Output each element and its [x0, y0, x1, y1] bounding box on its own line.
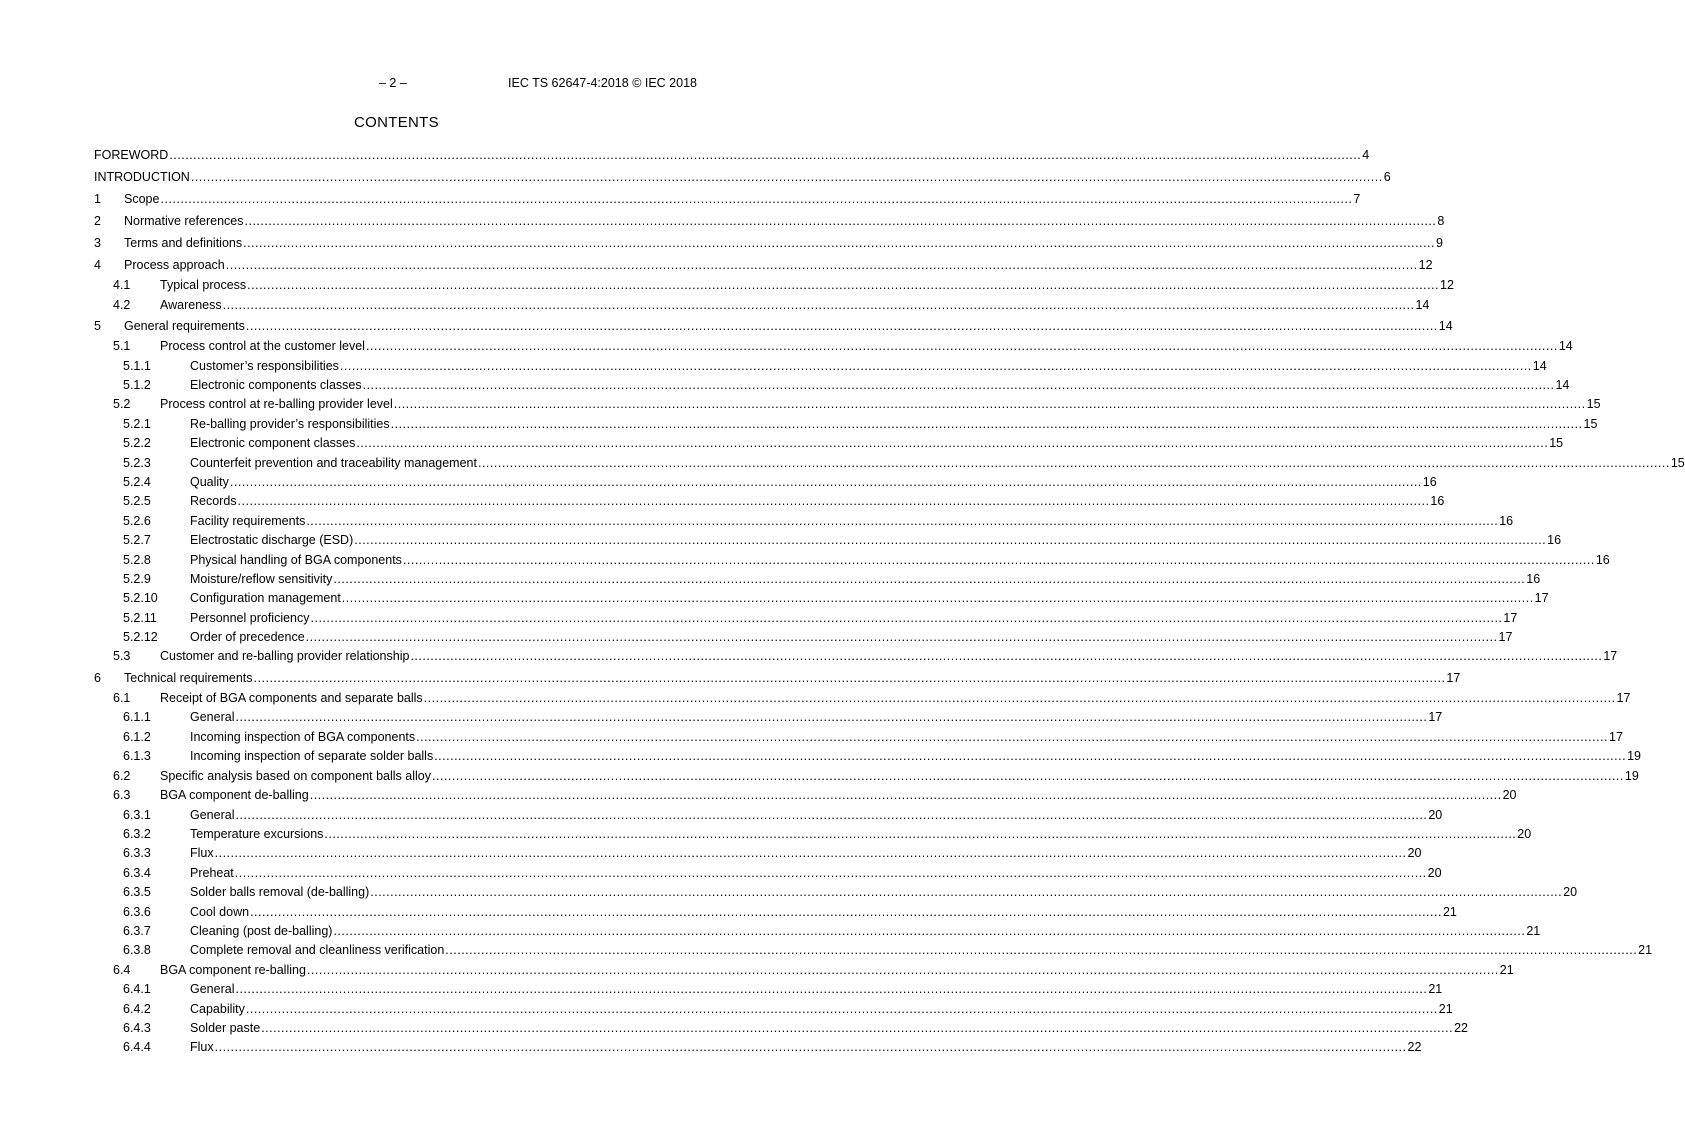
toc-entry-title: Re-balling provider’s responsibilities [190, 416, 390, 431]
dot-leader: ............................................................................................................................................................................................................................................................................................................ [160, 192, 1353, 206]
dot-leader: ............................................................................................................................................................................................................................................................................................................ [410, 649, 1603, 664]
dot-leader: ............................................................................................................................................................................................................................................................................................................ [310, 610, 1503, 625]
toc-entry-page: 17 [1498, 630, 1513, 645]
dot-leader: ............................................................................................................................................................................................................................................................................................................ [235, 807, 1428, 822]
toc-entry-page: 15 [1586, 397, 1601, 412]
toc-entry[interactable] [94, 689, 1631, 709]
toc-entry-number: 5 [94, 319, 101, 333]
toc-entry-page: 20 [1428, 807, 1443, 822]
dot-leader: ............................................................................................................................................................................................................................................................................................................ [222, 297, 1415, 312]
toc-entry-title: Incoming inspection of separate solder balls [190, 749, 434, 764]
toc-entry-number: 6.3.1 [123, 807, 151, 822]
dot-leader: ............................................................................................................................................................................................................................................................................................................ [225, 258, 1418, 272]
toc-entry-page: 21 [1438, 1001, 1453, 1016]
toc-entry-page: 17 [1534, 591, 1549, 606]
toc-entry[interactable] [94, 708, 1443, 727]
toc-entry-page: 14 [1532, 358, 1547, 373]
toc-entry-title: Flux [190, 1040, 214, 1055]
toc-entry[interactable] [94, 825, 1532, 844]
toc-entry-title: Personnel proficiency [190, 610, 310, 625]
toc-entry-page: 20 [1563, 885, 1578, 900]
toc-entry[interactable] [94, 551, 1610, 570]
toc-entry-title: Complete removal and cleanliness verification [190, 943, 445, 958]
toc-entry-title: Cool down [190, 904, 250, 919]
toc-entry-number: 5.2.1 [123, 416, 151, 431]
toc-entry-number: 6.4.4 [123, 1040, 151, 1055]
toc-entry-page: 15 [1549, 436, 1564, 451]
dot-leader: ............................................................................................................................................................................................................................................................................................................ [247, 278, 1440, 292]
toc-entry-number: 6.1.2 [123, 729, 151, 744]
toc-entry-page: 12 [1418, 258, 1433, 272]
toc-entry-number: 4 [94, 258, 101, 272]
toc-entry-number: 6.1 [113, 690, 131, 705]
toc-entry-page: 6 [1383, 170, 1391, 184]
toc-entry-page: 4 [1362, 148, 1370, 162]
toc-entry-page: 17 [1616, 690, 1631, 705]
toc-entry-page: 16 [1430, 494, 1445, 509]
toc-entry-number: 6.1.3 [123, 749, 151, 764]
toc-entry-number: 4.1 [113, 278, 131, 292]
dot-leader: ............................................................................................................................................................................................................................................................................................................ [365, 339, 1558, 353]
toc-entry-page: 22 [1407, 1040, 1422, 1055]
toc-entry-title: Receipt of BGA components and separate balls [160, 690, 423, 705]
dot-leader: ............................................................................................................................................................................................................................................................................................................ [339, 358, 1532, 373]
dot-leader: ............................................................................................................................................................................................................................................................................................................ [214, 1040, 1407, 1055]
toc-entry-page: 20 [1517, 827, 1532, 842]
toc-entry-number: 5.2.11 [123, 610, 157, 625]
dot-leader: ............................................................................................................................................................................................................................................................................................................ [390, 416, 1583, 431]
dot-leader: ............................................................................................................................................................................................................................................................................................................ [229, 474, 1422, 489]
toc-entry[interactable] [94, 786, 1517, 806]
toc-entry-number: 2 [94, 214, 101, 228]
toc-entry-title: Customer’s responsibilities [190, 358, 339, 373]
toc-entry-number: 6.3.3 [123, 846, 151, 861]
toc-entry-title: Awareness [160, 297, 222, 312]
toc-entry-title: Solder paste [190, 1021, 261, 1036]
toc-entry[interactable] [94, 980, 1443, 999]
toc-entry-title: Solder balls removal (de-balling) [190, 885, 370, 900]
toc-entry-number: 6.3.2 [123, 827, 151, 842]
toc-entry-page: 16 [1595, 552, 1610, 567]
toc-entry-title: Incoming inspection of BGA components [190, 729, 416, 744]
toc-entry[interactable] [94, 961, 1514, 981]
toc-entry-page: 14 [1438, 319, 1453, 333]
dot-leader: ............................................................................................................................................................................................................................................................................................................ [237, 494, 1430, 509]
page-header [0, 76, 793, 92]
toc-entry-title: Electronic components classes [190, 377, 362, 392]
dot-leader: ............................................................................................................................................................................................................................................................................................................ [245, 1001, 1438, 1016]
toc-entry[interactable] [94, 454, 1685, 473]
toc-entry-number: 5.2.2 [123, 436, 151, 451]
toc-entry-title: General [190, 710, 235, 725]
dot-leader: ............................................................................................................................................................................................................................................................................................................ [477, 455, 1670, 470]
toc-entry-number: 5.1 [113, 339, 131, 353]
toc-entry-number: 5.2.3 [123, 455, 151, 470]
dot-leader: ............................................................................................................................................................................................................................................................................................................ [235, 710, 1428, 725]
toc-entry-number: 5.2 [113, 397, 131, 412]
toc-entry[interactable] [94, 647, 1618, 667]
toc-entry-number: 5.3 [113, 649, 131, 664]
toc-entry[interactable] [94, 232, 1443, 254]
toc-entry-number: 5.2.10 [123, 591, 158, 606]
toc-entry-page: 21 [1499, 962, 1514, 977]
toc-entry[interactable] [94, 415, 1598, 434]
toc-entry-page: 15 [1583, 416, 1598, 431]
toc-entry[interactable] [94, 728, 1623, 747]
dot-leader: ............................................................................................................................................................................................................................................................................................................ [432, 768, 1624, 783]
toc-entry-title: Moisture/reflow sensitivity [190, 571, 333, 586]
toc-entry[interactable] [94, 144, 1370, 166]
toc-entry-title: Normative references [124, 214, 244, 228]
toc-entry[interactable] [94, 922, 1541, 941]
dot-leader: ............................................................................................................................................................................................................................................................................................................ [423, 690, 1616, 705]
dot-leader: ............................................................................................................................................................................................................................................................................................................ [354, 533, 1547, 548]
document-identifier: IEC TS 62647-4:2018 © IEC 2018 [508, 76, 697, 90]
dot-leader: ............................................................................................................................................................................................................................................................................................................ [306, 962, 1499, 977]
dot-leader: ............................................................................................................................................................................................................................................................................................................ [309, 788, 1502, 803]
toc-entry-number: 3 [94, 236, 101, 250]
toc-entry-title: General [190, 982, 235, 997]
dot-leader: ............................................................................................................................................................................................................................................................................................................ [324, 827, 1517, 842]
dot-leader: ............................................................................................................................................................................................................................................................................................................ [306, 513, 1499, 528]
dot-leader: ............................................................................................................................................................................................................................................................................................................ [305, 630, 1498, 645]
toc-entry[interactable] [94, 667, 1461, 689]
toc-entry-number: 6.2 [113, 768, 131, 783]
toc-entry-title: Technical requirements [124, 670, 253, 685]
toc-entry-title: Configuration management [190, 591, 341, 606]
dot-leader: ............................................................................................................................................................................................................................................................................................................ [235, 982, 1428, 997]
toc-entry[interactable] [94, 844, 1422, 863]
toc-entry-title: Customer and re-balling provider relationship [160, 649, 410, 664]
toc-entry-page: 21 [1428, 982, 1443, 997]
toc-entry-title: BGA component re-balling [160, 962, 306, 977]
toc-entry[interactable] [94, 1038, 1422, 1057]
toc-entry-title: Records [190, 494, 237, 509]
toc-entry-number: 5.2.9 [123, 571, 151, 586]
toc-entry[interactable] [94, 315, 1453, 337]
dot-leader: ............................................................................................................................................................................................................................................................................................................ [434, 749, 1627, 764]
toc-entry[interactable] [94, 531, 1562, 550]
dot-leader: ............................................................................................................................................................................................................................................................................................................ [402, 552, 1595, 567]
toc-entry[interactable] [94, 570, 1541, 589]
table-of-contents [94, 144, 1685, 1058]
toc-entry[interactable] [94, 609, 1518, 628]
toc-entry-title: Preheat [190, 865, 234, 880]
toc-entry-number: 5.2.8 [123, 552, 151, 567]
dot-leader: ............................................................................................................................................................................................................................................................................................................ [362, 377, 1555, 392]
dot-leader: ............................................................................................................................................................................................................................................................................................................ [261, 1021, 1454, 1036]
toc-entry-number: 6.3.8 [123, 943, 151, 958]
toc-entry-title: Process control at re-balling provider level [160, 397, 393, 412]
toc-entry-number: 6.4 [113, 962, 131, 977]
toc-entry[interactable] [94, 492, 1445, 511]
toc-entry-page: 7 [1353, 192, 1361, 206]
toc-entry[interactable] [94, 166, 1391, 188]
toc-entry-page: 9 [1436, 236, 1443, 250]
toc-entry-page: 16 [1499, 513, 1514, 528]
toc-entry-page: 14 [1415, 297, 1430, 312]
toc-entry-title: Capability [190, 1001, 245, 1016]
toc-entry[interactable] [94, 883, 1578, 902]
dot-leader: ............................................................................................................................................................................................................................................................................................................ [190, 170, 1383, 184]
dot-leader: ............................................................................................................................................................................................................................................................................................................ [445, 943, 1638, 958]
toc-entry-page: 20 [1407, 846, 1422, 861]
toc-entry[interactable] [94, 357, 1547, 376]
toc-entry-page: 21 [1638, 943, 1653, 958]
dot-leader: ............................................................................................................................................................................................................................................................................................................ [250, 904, 1442, 919]
toc-entry-title: Flux [190, 846, 214, 861]
toc-entry[interactable] [94, 188, 1361, 210]
toc-entry-title: INTRODUCTION [94, 170, 190, 184]
toc-entry[interactable] [94, 1000, 1453, 1019]
toc-entry-title: Counterfeit prevention and traceability management [190, 455, 477, 470]
toc-entry[interactable] [94, 434, 1564, 453]
toc-entry-title: Cleaning (post de-balling) [190, 923, 333, 938]
toc-entry-number: 4.2 [113, 297, 131, 312]
toc-entry-number: 6.3.6 [123, 904, 151, 919]
dot-leader: ............................................................................................................................................................................................................................................................................................................ [333, 923, 1526, 938]
dot-leader: ............................................................................................................................................................................................................................................................................................................ [169, 148, 1362, 162]
toc-entry[interactable] [94, 941, 1653, 960]
toc-entry-number: 6.3 [113, 788, 131, 803]
toc-entry-page: 19 [1624, 768, 1639, 783]
toc-entry-page: 15 [1670, 455, 1685, 470]
toc-entry-title: Process control at the customer level [160, 339, 365, 353]
toc-entry-number: 5.2.5 [123, 494, 151, 509]
toc-entry-page: 21 [1526, 923, 1541, 938]
toc-entry-title: Quality [190, 474, 229, 489]
toc-entry-page: 16 [1547, 533, 1562, 548]
dot-leader: ............................................................................................................................................................................................................................................................................................................ [245, 319, 1438, 333]
toc-entry-title: Specific analysis based on component balls alloy [160, 768, 431, 783]
toc-entry[interactable] [94, 254, 1433, 276]
toc-entry-title: General requirements [124, 319, 245, 333]
toc-entry-number: 5.2.7 [123, 533, 151, 548]
toc-entry-page: 12 [1440, 278, 1454, 292]
toc-entry-number: 6.4.2 [123, 1001, 151, 1016]
toc-entry-number: 5.2.12 [123, 630, 158, 645]
toc-entry-title: Terms and definitions [124, 236, 243, 250]
toc-entry-title: Facility requirements [190, 513, 306, 528]
toc-entry-number: 5.2.4 [123, 474, 151, 489]
toc-entry-page: 17 [1609, 729, 1623, 744]
dot-leader: ............................................................................................................................................................................................................................................................................................................ [243, 236, 1435, 250]
toc-entry[interactable] [94, 473, 1437, 492]
toc-entry-page: 17 [1428, 710, 1443, 725]
toc-entry-title: Typical process [160, 278, 247, 292]
toc-entry[interactable] [94, 512, 1514, 531]
dot-leader: ............................................................................................................................................................................................................................................................................................................ [356, 436, 1549, 451]
toc-entry-number: 5.2.6 [123, 513, 151, 528]
toc-entry-title: General [190, 807, 235, 822]
toc-entry-page: 20 [1502, 788, 1517, 803]
toc-entry[interactable] [94, 395, 1601, 415]
dot-leader: ............................................................................................................................................................................................................................................................................................................ [341, 591, 1534, 606]
toc-entry[interactable] [94, 1019, 1468, 1038]
toc-entry-page: 17 [1446, 670, 1461, 685]
dot-leader: ............................................................................................................................................................................................................................................................................................................ [370, 885, 1563, 900]
toc-entry-number: 1 [94, 192, 101, 206]
dot-leader: ............................................................................................................................................................................................................................................................................................................ [393, 397, 1586, 412]
dot-leader: ............................................................................................................................................................................................................................................................................................................ [214, 846, 1407, 861]
toc-entry[interactable] [94, 589, 1549, 608]
toc-entry-number: 6 [94, 670, 101, 685]
toc-entry[interactable] [94, 628, 1513, 647]
toc-entry-page: 17 [1503, 610, 1518, 625]
page-title: CONTENTS [354, 114, 439, 131]
toc-entry-title: Physical handling of BGA components [190, 552, 402, 567]
toc-entry[interactable] [94, 337, 1573, 357]
toc-entry[interactable] [94, 376, 1570, 395]
toc-entry-number: 6.1.1 [123, 710, 151, 725]
page-number: – 2 – [379, 76, 407, 90]
toc-entry-page: 16 [1422, 474, 1437, 489]
toc-entry-number: 5.1.1 [123, 358, 151, 373]
dot-leader: ............................................................................................................................................................................................................................................................................................................ [333, 571, 1526, 586]
toc-entry-number: 6.3.5 [123, 885, 151, 900]
toc-entry-page: 21 [1442, 904, 1457, 919]
toc-entry-title: Temperature excursions [190, 827, 324, 842]
dot-leader: ............................................................................................................................................................................................................................................................................................................ [416, 729, 1609, 744]
toc-entry-number: 6.4.3 [123, 1021, 151, 1036]
toc-entry[interactable] [94, 296, 1430, 316]
dot-leader: ............................................................................................................................................................................................................................................................................................................ [244, 214, 1437, 228]
toc-entry-title: Process approach [124, 258, 225, 272]
toc-entry-number: 6.3.4 [123, 865, 151, 880]
toc-entry-number: 5.1.2 [123, 377, 151, 392]
dot-leader: ............................................................................................................................................................................................................................................................................................................ [234, 865, 1427, 880]
toc-entry[interactable] [94, 210, 1445, 232]
dot-leader: ............................................................................................................................................................................................................................................................................................................ [253, 670, 1446, 685]
toc-entry[interactable] [94, 806, 1443, 825]
toc-entry-title: Scope [124, 192, 160, 206]
toc-entry-title: Order of precedence [190, 630, 305, 645]
toc-entry[interactable] [94, 276, 1454, 296]
toc-entry-page: 19 [1627, 749, 1641, 764]
toc-entry[interactable] [94, 767, 1639, 787]
toc-entry-number: 6.4.1 [123, 982, 151, 997]
toc-entry[interactable] [94, 903, 1457, 922]
toc-entry-title: Electronic component classes [190, 436, 356, 451]
toc-entry-title: BGA component de-balling [160, 788, 309, 803]
toc-entry-title: FOREWORD [94, 148, 169, 162]
toc-entry-page: 20 [1427, 865, 1442, 880]
toc-entry[interactable] [94, 864, 1442, 883]
toc-entry[interactable] [94, 747, 1641, 766]
toc-entry-page: 14 [1555, 377, 1570, 392]
toc-entry-number: 6.3.7 [123, 923, 151, 938]
toc-entry-page: 16 [1526, 571, 1541, 586]
toc-entry-title: Electrostatic discharge (ESD) [190, 533, 354, 548]
toc-entry-page: 17 [1603, 649, 1618, 664]
toc-entry-page: 22 [1454, 1021, 1468, 1036]
toc-entry-page: 8 [1437, 214, 1445, 228]
toc-entry-page: 14 [1558, 339, 1573, 353]
